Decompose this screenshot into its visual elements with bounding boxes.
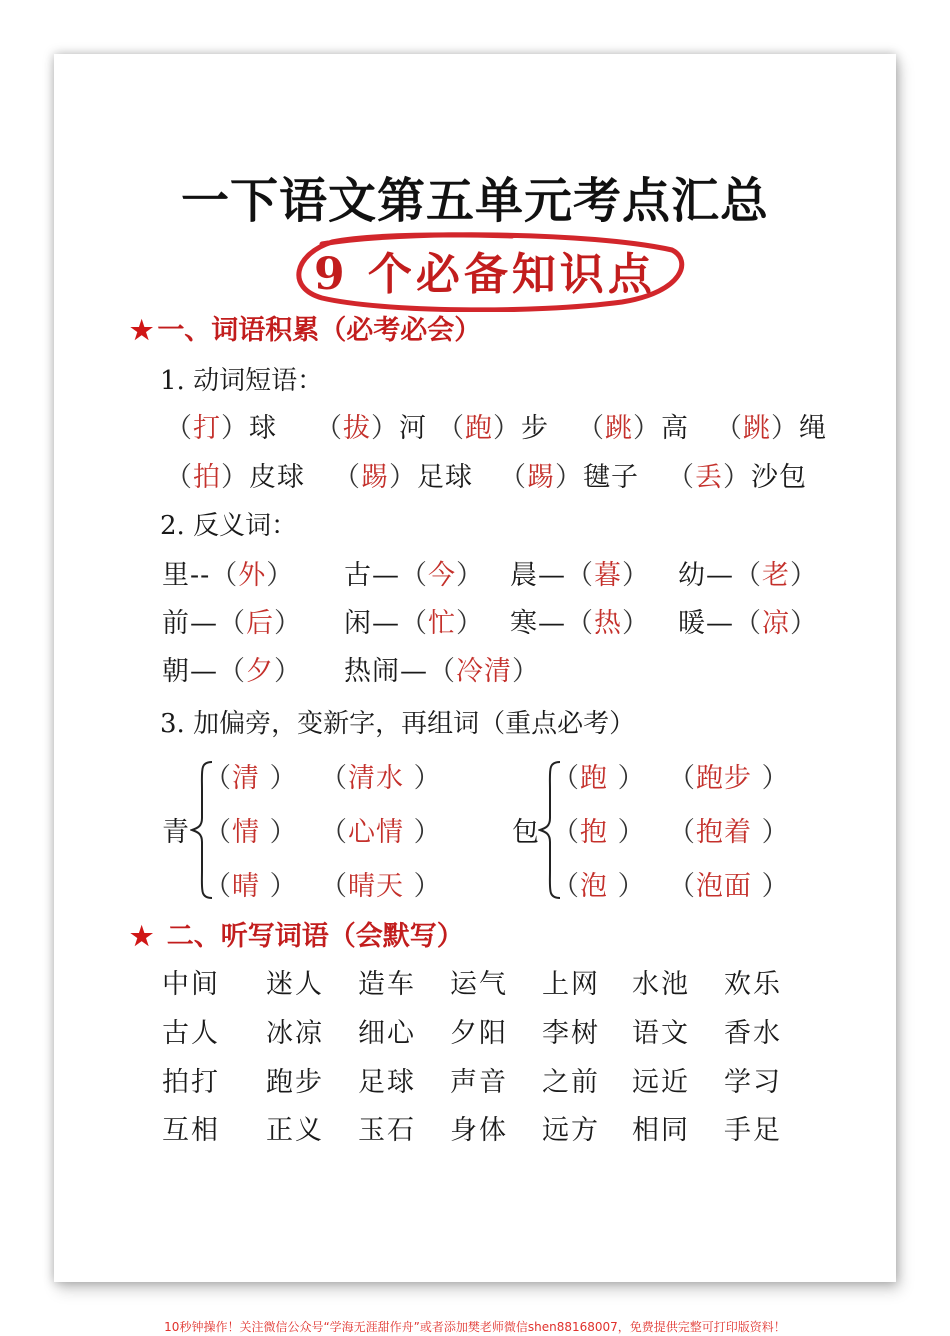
antonym-pair bbox=[162, 649, 302, 688]
dictation-word: 玉石 bbox=[358, 1115, 416, 1146]
radical-word bbox=[320, 864, 442, 903]
dictation-word: 足球 bbox=[358, 1067, 416, 1098]
new-char-answer: 跑 bbox=[580, 763, 608, 794]
word-answer: 抱着 bbox=[696, 817, 752, 848]
subsection-radicals: 3. 加偏旁，变新字，再组词（重点必考） bbox=[160, 709, 636, 739]
antonym-answer: 暮 bbox=[594, 560, 622, 591]
paren-open: （ bbox=[320, 817, 348, 848]
dictation-word: 手足 bbox=[724, 1115, 782, 1146]
section-1-title: 一、词语积累（必考必会） bbox=[157, 315, 482, 346]
dictation-word: 古人 bbox=[162, 1018, 220, 1049]
radical-new-char bbox=[204, 810, 298, 849]
antonym-answer: 冷清 bbox=[456, 656, 512, 687]
antonym-pair bbox=[678, 601, 818, 640]
section-1-heading bbox=[130, 308, 481, 347]
word-answer: 晴天 bbox=[348, 871, 404, 902]
verb-phrase bbox=[165, 406, 277, 445]
paren-open: （ bbox=[734, 608, 762, 639]
paren-open: （ bbox=[333, 462, 361, 493]
paren-open: （ bbox=[400, 560, 428, 591]
paren-close: ） bbox=[555, 462, 583, 493]
paren-close: ） bbox=[790, 560, 818, 591]
antonym-word: 暖— bbox=[678, 608, 734, 639]
paren-close: ） bbox=[221, 462, 249, 493]
star-icon: ★ bbox=[130, 922, 154, 952]
paren-open: （ bbox=[204, 871, 232, 902]
dictation-word: 水池 bbox=[632, 969, 690, 1000]
subtitle-badge bbox=[292, 228, 690, 312]
paren-open: （ bbox=[577, 413, 605, 444]
paren-close: ） bbox=[752, 763, 790, 794]
verb-phrase bbox=[577, 406, 689, 445]
paren-close: ） bbox=[622, 608, 650, 639]
verb-answer: 拍 bbox=[193, 462, 221, 493]
paren-close: ） bbox=[622, 560, 650, 591]
paren-open: （ bbox=[165, 462, 193, 493]
antonym-pair bbox=[510, 601, 650, 640]
word-answer: 清水 bbox=[348, 763, 404, 794]
dictation-word: 香水 bbox=[724, 1018, 782, 1049]
paren-close: ） bbox=[389, 462, 417, 493]
verb-answer: 丢 bbox=[695, 462, 723, 493]
subsection-antonyms: 2. 反义词： bbox=[160, 511, 298, 541]
new-char-answer: 清 bbox=[232, 763, 260, 794]
dictation-word: 李树 bbox=[542, 1018, 600, 1049]
paren-close: ） bbox=[221, 413, 249, 444]
antonym-pair bbox=[344, 649, 540, 688]
antonym-word: 幼— bbox=[678, 560, 734, 591]
verb-phrase bbox=[437, 406, 549, 445]
antonym-pair bbox=[678, 553, 818, 592]
dictation-word: 远近 bbox=[632, 1067, 690, 1098]
dictation-word: 造车 bbox=[358, 969, 416, 1000]
verb-answer: 跳 bbox=[605, 413, 633, 444]
radical-word bbox=[320, 756, 442, 795]
antonym-word: 古— bbox=[344, 560, 400, 591]
paren-close: ） bbox=[608, 817, 646, 848]
dictation-word: 声音 bbox=[450, 1067, 508, 1098]
radical-new-char bbox=[204, 756, 298, 795]
dictation-word: 欢乐 bbox=[724, 969, 782, 1000]
paren-open: （ bbox=[715, 413, 743, 444]
new-char-answer: 晴 bbox=[232, 871, 260, 902]
paren-close: ） bbox=[752, 871, 790, 902]
dictation-word: 正义 bbox=[266, 1115, 324, 1146]
radical-new-char bbox=[552, 810, 646, 849]
footer-note: 10秒钟操作！关注微信公众号“学海无涯甜作舟”或者添加樊老师微信shen88168007，免费提供完整可打印版资料！ bbox=[164, 1320, 786, 1334]
paren-open: （ bbox=[400, 608, 428, 639]
section-2-title: 二、听写词语（会默写） bbox=[166, 921, 464, 952]
antonym-word: 里-- bbox=[162, 560, 211, 591]
radical-word bbox=[668, 864, 790, 903]
verb-phrase bbox=[715, 406, 827, 445]
paren-close: ） bbox=[274, 608, 302, 639]
dictation-word: 相同 bbox=[632, 1115, 690, 1146]
verb-answer: 跳 bbox=[743, 413, 771, 444]
antonym-answer: 老 bbox=[762, 560, 790, 591]
paren-close: ） bbox=[456, 608, 484, 639]
dictation-word: 拍打 bbox=[162, 1067, 220, 1098]
paren-close: ） bbox=[771, 413, 799, 444]
antonym-answer: 热 bbox=[594, 608, 622, 639]
paren-close: ） bbox=[371, 413, 399, 444]
dictation-word: 身体 bbox=[450, 1115, 508, 1146]
dictation-word: 语文 bbox=[632, 1018, 690, 1049]
verb-object: 毽子 bbox=[583, 462, 639, 493]
dictation-word: 运气 bbox=[450, 969, 508, 1000]
paren-close: ） bbox=[456, 560, 484, 591]
verb-phrase bbox=[333, 455, 473, 494]
paren-open: （ bbox=[566, 560, 594, 591]
antonym-word: 闲— bbox=[344, 608, 400, 639]
subtitle: 9 个必备知识点 bbox=[314, 249, 656, 300]
paren-close: ） bbox=[404, 817, 442, 848]
root-character: 青 bbox=[162, 817, 190, 848]
paren-open: （ bbox=[552, 763, 580, 794]
paren-close: ） bbox=[493, 413, 521, 444]
paren-close: ） bbox=[633, 413, 661, 444]
paren-close: ） bbox=[608, 871, 646, 902]
paren-open: （ bbox=[320, 763, 348, 794]
paren-close: ） bbox=[608, 763, 646, 794]
radical-word bbox=[320, 810, 442, 849]
paren-open: （ bbox=[566, 608, 594, 639]
verb-answer: 跑 bbox=[465, 413, 493, 444]
paren-close: ） bbox=[274, 656, 302, 687]
section-2-heading bbox=[130, 914, 464, 953]
dictation-word: 跑步 bbox=[266, 1067, 324, 1098]
new-char-answer: 泡 bbox=[580, 871, 608, 902]
paren-close: ） bbox=[260, 871, 298, 902]
verb-object: 绳 bbox=[799, 413, 827, 444]
antonym-answer: 夕 bbox=[246, 656, 274, 687]
paren-open: （ bbox=[428, 656, 456, 687]
radical-new-char bbox=[552, 756, 646, 795]
verb-object: 足球 bbox=[417, 462, 473, 493]
antonym-pair bbox=[162, 601, 302, 640]
word-answer: 心情 bbox=[348, 817, 404, 848]
paren-close: ） bbox=[260, 817, 298, 848]
antonym-word: 寒— bbox=[510, 608, 566, 639]
verb-phrase bbox=[165, 455, 305, 494]
verb-object: 步 bbox=[521, 413, 549, 444]
radical-new-char bbox=[204, 864, 298, 903]
paren-close: ） bbox=[723, 462, 751, 493]
radical-new-char bbox=[552, 864, 646, 903]
paren-open: （ bbox=[667, 462, 695, 493]
dictation-word: 中间 bbox=[162, 969, 220, 1000]
word-answer: 泡面 bbox=[696, 871, 752, 902]
dictation-word: 上网 bbox=[542, 969, 600, 1000]
antonym-answer: 后 bbox=[246, 608, 274, 639]
antonym-word: 前— bbox=[162, 608, 218, 639]
antonym-answer: 忙 bbox=[428, 608, 456, 639]
antonym-word: 朝— bbox=[162, 656, 218, 687]
star-icon: ★ bbox=[130, 316, 154, 346]
dictation-word: 细心 bbox=[358, 1018, 416, 1049]
root-character: 包 bbox=[512, 817, 540, 848]
paren-open: （ bbox=[668, 871, 696, 902]
antonym-pair bbox=[510, 553, 650, 592]
paren-open: （ bbox=[320, 871, 348, 902]
paren-close: ） bbox=[790, 608, 818, 639]
paren-open: （ bbox=[552, 817, 580, 848]
verb-phrase bbox=[499, 455, 639, 494]
paren-open: （ bbox=[437, 413, 465, 444]
paren-close: ） bbox=[260, 763, 298, 794]
radical-word bbox=[668, 756, 790, 795]
antonym-pair bbox=[344, 601, 484, 640]
verb-object: 河 bbox=[399, 413, 427, 444]
dictation-word: 冰凉 bbox=[266, 1018, 324, 1049]
subsection-verb-phrases: 1. 动词短语： bbox=[160, 366, 324, 396]
antonym-word: 晨— bbox=[510, 560, 566, 591]
paren-open: （ bbox=[499, 462, 527, 493]
dictation-word: 互相 bbox=[162, 1115, 220, 1146]
radical-word bbox=[668, 810, 790, 849]
paren-open: （ bbox=[552, 871, 580, 902]
dictation-word: 迷人 bbox=[266, 969, 324, 1000]
paren-open: （ bbox=[204, 763, 232, 794]
verb-object: 皮球 bbox=[249, 462, 305, 493]
paren-open: （ bbox=[218, 656, 246, 687]
dictation-word: 之前 bbox=[542, 1067, 600, 1098]
paren-close: ） bbox=[752, 817, 790, 848]
paren-open: （ bbox=[204, 817, 232, 848]
antonym-answer: 外 bbox=[238, 560, 267, 591]
paren-close: ） bbox=[404, 871, 442, 902]
verb-phrase bbox=[667, 455, 807, 494]
antonym-answer: 今 bbox=[428, 560, 456, 591]
dictation-word: 学习 bbox=[724, 1067, 782, 1098]
verb-answer: 踢 bbox=[361, 462, 389, 493]
paren-open: （ bbox=[668, 763, 696, 794]
verb-object: 沙包 bbox=[751, 462, 807, 493]
paren-close: ） bbox=[512, 656, 540, 687]
antonym-pair bbox=[344, 553, 484, 592]
new-char-answer: 抱 bbox=[580, 817, 608, 848]
paren-close: ） bbox=[266, 560, 295, 591]
paren-open: （ bbox=[210, 560, 239, 591]
verb-object: 高 bbox=[661, 413, 689, 444]
paren-open: （ bbox=[734, 560, 762, 591]
verb-object: 球 bbox=[249, 413, 277, 444]
paren-open: （ bbox=[218, 608, 246, 639]
dictation-word: 远方 bbox=[542, 1115, 600, 1146]
verb-answer: 踢 bbox=[527, 462, 555, 493]
verb-answer: 打 bbox=[193, 413, 221, 444]
paren-close: ） bbox=[404, 763, 442, 794]
paren-open: （ bbox=[668, 817, 696, 848]
antonym-word: 热闹— bbox=[344, 656, 428, 687]
paren-open: （ bbox=[315, 413, 343, 444]
verb-answer: 拔 bbox=[343, 413, 371, 444]
page-title: 一下语文第五单元考点汇总 bbox=[180, 173, 769, 229]
word-answer: 跑步 bbox=[696, 763, 752, 794]
antonym-answer: 凉 bbox=[762, 608, 790, 639]
antonym-pair bbox=[162, 553, 294, 592]
paren-open: （ bbox=[165, 413, 193, 444]
new-char-answer: 情 bbox=[232, 817, 260, 848]
verb-phrase bbox=[315, 406, 427, 445]
dictation-word: 夕阳 bbox=[450, 1018, 508, 1049]
